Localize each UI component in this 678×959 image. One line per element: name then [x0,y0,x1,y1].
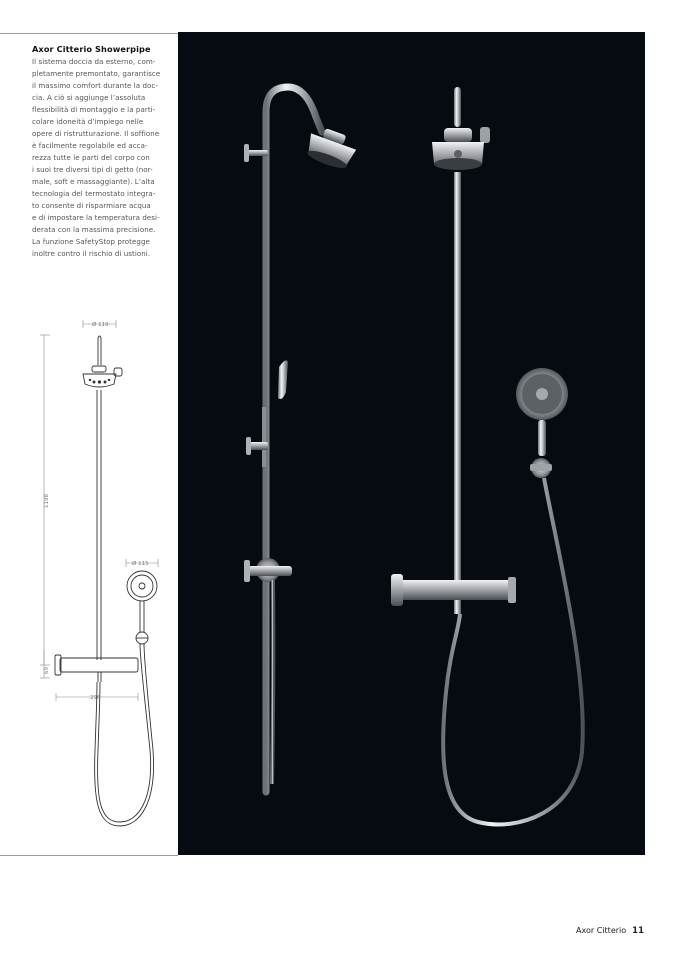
body-line: è facilmente regolabile ed acca- [32,141,148,150]
dim-head-label: Ø 119 [92,322,109,328]
technical-drawing [28,310,178,830]
body-line: tecnologia del termostato integra- [32,189,156,198]
side-view-shower [244,87,360,792]
body-line: male, soft e massaggiante). L’alta [32,177,155,186]
body-line: derata con la massima precisione. [32,225,156,234]
dim-hand-label: Ø 115 [132,561,149,567]
body-line: pletamente premontato, garantisce [32,69,161,78]
footer-brand: Axor Citterio [576,926,627,935]
product-description [32,44,172,260]
body-line: il massimo comfort durante la doc- [32,81,158,90]
page-number: 11 [632,926,644,936]
body-line: to consente di risparmiare acqua [32,201,151,210]
dim-bar-label: 69 [44,667,50,674]
body-line: flessibilità di montaggio e la parti- [32,105,156,114]
body-line: La funzione SafetyStop protegge [32,237,150,246]
body-line: i suoi tre diversi tipi di getto (nor- [32,165,153,174]
body-line: colare idoneità d’impiego nelle [32,117,144,126]
top-rule [0,33,178,34]
body-line: inoltre contro il rischio di ustioni. [32,249,151,258]
page-footer [576,926,644,936]
body-line: Il sistema doccia da esterno, com- [32,57,156,66]
bottom-rule [0,855,178,856]
body-line: rezza tutte le parti del corpo con [32,153,150,162]
dim-height-label: 1198 [44,494,50,508]
dim-width-label: 296 [90,695,101,701]
product-photo [178,32,645,855]
front-view-shower [391,87,583,824]
body-line: cia. A ciò si aggiunge l’assoluta [32,93,146,102]
body-text [32,56,172,260]
body-line: e di impostare la temperatura desi- [32,213,160,222]
body-line: opere di ristrutturazione. Il soffione [32,129,160,138]
section-title: Axor Citterio Showerpipe [32,44,151,54]
